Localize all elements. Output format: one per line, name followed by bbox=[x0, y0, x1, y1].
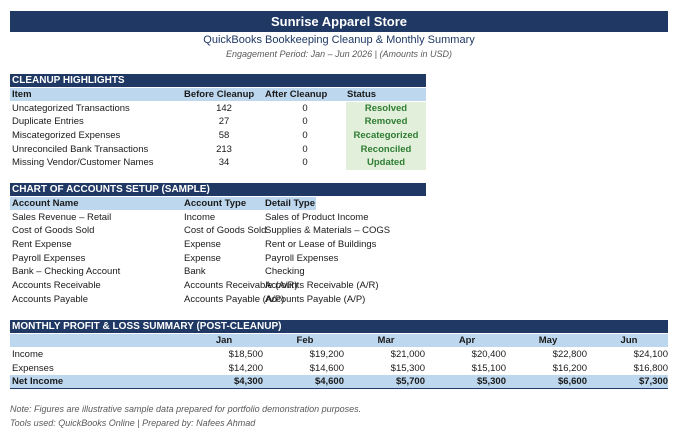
table-row bbox=[10, 143, 426, 157]
account-type: Expense bbox=[184, 252, 221, 264]
pl-value: $24,100 bbox=[633, 349, 668, 360]
coa-column-header bbox=[10, 197, 316, 210]
col-month-jan: Jan bbox=[215, 335, 233, 346]
table-row bbox=[10, 279, 426, 293]
detail-type: Checking bbox=[265, 266, 305, 278]
cleanup-after: 0 bbox=[302, 116, 308, 128]
account-name: Payroll Expenses bbox=[12, 252, 86, 264]
col-month-feb: Feb bbox=[296, 335, 314, 346]
cleanup-item: Missing Vendor/Customer Names bbox=[12, 157, 154, 169]
engagement-period: Engagement Period: Jan – Jun 2026 | (Amounts in USD) bbox=[226, 49, 452, 59]
cleanup-after: 0 bbox=[302, 143, 308, 155]
account-type: Accounts Payable (A/P) bbox=[184, 293, 285, 305]
pl-value: $21,000 bbox=[390, 349, 425, 360]
account-type: Income bbox=[184, 211, 216, 223]
detail-type: Supplies & Materials – COGS bbox=[265, 225, 391, 237]
pl-value: $19,200 bbox=[309, 349, 344, 360]
status-badge: Reconciled bbox=[346, 143, 426, 157]
detail-type: Sales of Product Income bbox=[265, 211, 369, 223]
cleanup-before: 213 bbox=[216, 143, 232, 155]
net-income-row bbox=[10, 375, 668, 389]
account-name: Cost of Goods Sold bbox=[12, 225, 95, 237]
table-row bbox=[10, 252, 426, 266]
pl-value: $16,800 bbox=[633, 362, 668, 374]
col-month-apr: Apr bbox=[458, 335, 476, 346]
col-detail-type: Detail Type bbox=[265, 198, 315, 209]
pl-value: $20,400 bbox=[471, 349, 506, 360]
col-status: Status bbox=[347, 89, 377, 100]
footnote: Note: Figures are illustrative sample data prepared for portfolio demonstration purposes. bbox=[10, 404, 362, 414]
tools-credit: Tools used: QuickBooks Online | Prepared by: Nafees Ahmad bbox=[10, 418, 256, 428]
account-name: Bank – Checking Account bbox=[12, 266, 121, 278]
table-row bbox=[10, 362, 668, 376]
cleanup-item: Unreconciled Bank Transactions bbox=[12, 143, 149, 155]
table-row bbox=[10, 224, 426, 238]
pl-value: $4,600 bbox=[314, 376, 344, 388]
account-name: Accounts Receivable bbox=[12, 280, 101, 291]
account-name: Sales Revenue – Retail bbox=[12, 211, 112, 223]
pl-section-header: MONTHLY PROFIT & LOSS SUMMARY (POST-CLEANUP) bbox=[10, 320, 668, 333]
pl-value: $15,100 bbox=[471, 362, 506, 374]
report-title: Sunrise Apparel Store bbox=[10, 11, 668, 32]
col-account-type: Account Type bbox=[184, 198, 247, 209]
cleanup-after: 0 bbox=[302, 102, 308, 114]
pl-value: $15,300 bbox=[390, 362, 425, 374]
col-account-name: Account Name bbox=[12, 198, 79, 209]
pl-value: $14,600 bbox=[309, 362, 344, 374]
col-before: Before Cleanup bbox=[184, 89, 255, 100]
account-type: Bank bbox=[184, 266, 206, 278]
account-name: Accounts Payable bbox=[12, 293, 89, 305]
table-row bbox=[10, 265, 426, 279]
table-row bbox=[10, 115, 426, 129]
col-item: Item bbox=[12, 89, 32, 100]
cleanup-item: Duplicate Entries bbox=[12, 116, 84, 128]
pl-label: Income bbox=[12, 349, 44, 360]
account-type: Cost of Goods Sold bbox=[184, 225, 267, 237]
pl-value: $18,500 bbox=[228, 349, 263, 360]
pl-value: $22,800 bbox=[552, 349, 587, 360]
col-month-jun: Jun bbox=[620, 335, 638, 346]
pl-column-header bbox=[10, 334, 668, 347]
pl-value: $4,300 bbox=[233, 376, 263, 388]
col-month-may: May bbox=[538, 335, 558, 346]
pl-value: $6,600 bbox=[557, 376, 587, 388]
pl-value: $7,300 bbox=[638, 376, 668, 388]
cleanup-after: 0 bbox=[302, 157, 308, 169]
table-row bbox=[10, 348, 668, 362]
status-badge: Removed bbox=[346, 115, 426, 129]
table-row bbox=[10, 156, 426, 170]
pl-value: $14,200 bbox=[228, 362, 263, 374]
cleanup-item: Miscategorized Expenses bbox=[12, 129, 121, 141]
cleanup-column-header bbox=[10, 88, 426, 101]
cleanup-before: 58 bbox=[218, 129, 230, 141]
status-badge: Recategorized bbox=[346, 129, 426, 143]
cleanup-before: 142 bbox=[216, 102, 232, 114]
status-badge: Updated bbox=[346, 156, 426, 170]
pl-label: Net Income bbox=[12, 376, 64, 388]
table-row bbox=[10, 211, 426, 225]
col-month-mar: Mar bbox=[377, 335, 395, 346]
table-row bbox=[10, 102, 426, 116]
cleanup-after: 0 bbox=[302, 129, 308, 141]
account-type: Accounts Receivable (A/R) bbox=[184, 280, 298, 291]
table-row bbox=[10, 129, 426, 143]
table-row bbox=[10, 238, 426, 252]
cleanup-before: 34 bbox=[218, 157, 230, 169]
detail-type: Accounts Payable (A/P) bbox=[265, 293, 366, 305]
cleanup-item: Uncategorized Transactions bbox=[12, 102, 130, 114]
detail-type: Payroll Expenses bbox=[265, 252, 339, 264]
pl-label: Expenses bbox=[12, 362, 54, 374]
pl-value: $16,200 bbox=[552, 362, 587, 374]
col-after: After Cleanup bbox=[265, 89, 328, 100]
account-name: Rent Expense bbox=[12, 238, 72, 250]
table-row bbox=[10, 293, 426, 307]
pl-value: $5,700 bbox=[395, 376, 425, 388]
report-subtitle: QuickBooks Bookkeeping Cleanup & Monthly Summary bbox=[203, 34, 475, 46]
detail-type: Accounts Receivable (A/R) bbox=[265, 280, 379, 291]
detail-type: Rent or Lease of Buildings bbox=[265, 238, 377, 250]
status-badge: Resolved bbox=[346, 102, 426, 116]
pl-value: $5,300 bbox=[476, 376, 506, 388]
cleanup-section-header: CLEANUP HIGHLIGHTS bbox=[10, 74, 426, 87]
cleanup-before: 27 bbox=[218, 116, 230, 128]
coa-section-header: CHART OF ACCOUNTS SETUP (SAMPLE) bbox=[10, 183, 426, 196]
account-type: Expense bbox=[184, 238, 221, 250]
